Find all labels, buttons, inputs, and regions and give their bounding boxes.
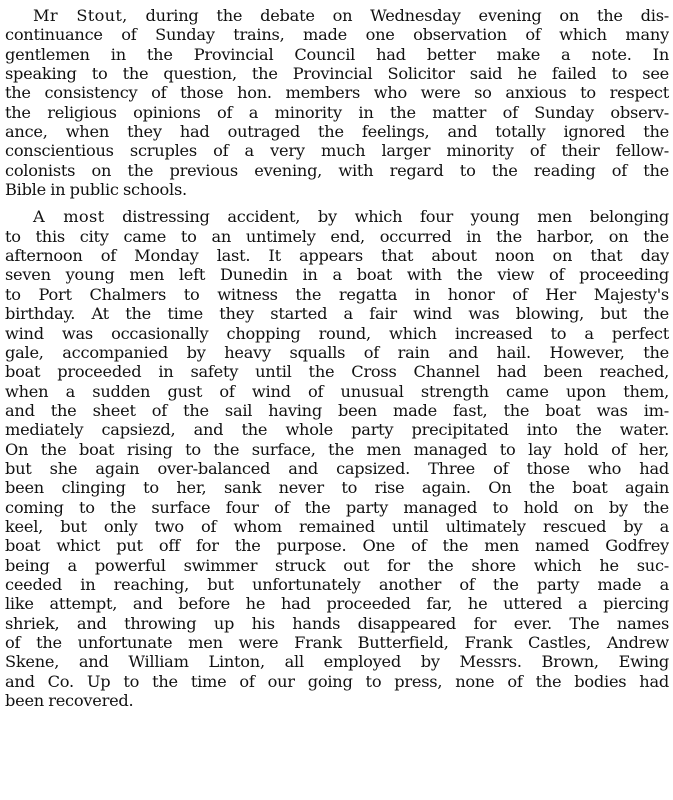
text-line: but she again over-balanced and capsized. Three of those who had: [5, 458, 669, 478]
text-line: when a sudden gust of wind of unusual strength came upon them,: [5, 381, 669, 401]
paragraph-lead: Mr Stout,: [33, 6, 128, 25]
text-line: afternoon of Monday last. It appears that about noon on that day: [5, 246, 669, 266]
text-line: been recovered.: [5, 691, 134, 711]
text-line: wind was occasionally chopping round, which increased to a perfect: [5, 323, 669, 343]
text-line: boat whict put off for the purpose. One of the men named Godfrey: [5, 536, 669, 556]
text-line: speaking to the question, the Provincial Solicitor said he failed to see: [5, 64, 669, 84]
text-line: the consistency of those hon. members who were so anxious to respect: [5, 83, 669, 103]
text-line: like attempt, and before he had proceeded far, he uttered a piercing: [5, 594, 669, 614]
text-line: gale, accompanied by heavy squalls of rain and hail. However, the: [5, 342, 669, 362]
article-paragraph-accident: [5, 207, 669, 710]
text-line: Bible in public schools.: [5, 180, 187, 200]
paragraph-gap: [5, 199, 669, 207]
text-line: shriek, and throwing up his hands disappeared for ever. The names: [5, 613, 669, 633]
text-line: coming to the surface four of the party managed to hold on by the: [5, 497, 669, 517]
text-line: keel, but only two of whom remained until ultimately rescued by a: [5, 516, 669, 536]
text-line: to this city came to an untimely end, occurred in the harbor, on the: [5, 226, 669, 246]
text-line: A most distressing accident, by which four young men belonging: [33, 207, 669, 227]
text-line: On the boat rising to the surface, the men managed to lay hold of her,: [5, 439, 669, 459]
text-line: Mr Stout, during the debate on Wednesday evening on the dis-: [33, 6, 669, 25]
paragraph-lead: A most: [33, 207, 105, 227]
text-line: the religious opinions of a minority in the matter of Sunday observ-: [5, 102, 669, 122]
text-line: seven young men left Dunedin in a boat with the view of proceeding: [5, 265, 669, 285]
text-line: gentlemen in the Provincial Council had better make a note. In: [5, 44, 669, 64]
text-line: continuance of Sunday trains, made one observation of which many: [5, 25, 669, 45]
text-line: birthday. At the time they started a fair wind was blowing, but the: [5, 304, 669, 324]
text-line: being a powerful swimmer struck out for the shore which he suc-: [5, 555, 669, 575]
text-line: been clinging to her, sank never to rise again. On the boat again: [5, 478, 669, 498]
text-line: mediately capsiezd, and the whole party precipitated into the water.: [5, 420, 669, 440]
text-line: of the unfortunate men were Frank Butterfield, Frank Castles, Andrew: [5, 633, 669, 652]
text-line: colonists on the previous evening, with regard to the reading of the: [5, 160, 669, 180]
text-line: to Port Chalmers to witness the regatta in honor of Her Majesty's: [5, 284, 669, 304]
text-line: and the sheet of the sail having been made fast, the boat was im-: [5, 400, 669, 420]
text-line: conscientious scruples of a very much larger minority of their fellow-: [5, 141, 669, 161]
text-line: and Co. Up to the time of our going to press, none of the bodies had: [5, 671, 669, 691]
text-line: boat proceeded in safety until the Cross Channel had been reached,: [5, 362, 669, 382]
text-line: Skene, and William Linton, all employed by Messrs. Brown, Ewing: [5, 652, 669, 672]
text-line: ceeded in reaching, but unfortunately another of the party made a: [5, 574, 669, 594]
text-line: ance, when they had outraged the feelings, and totally ignored the: [5, 122, 669, 142]
article-paragraph-stout: [5, 6, 669, 199]
